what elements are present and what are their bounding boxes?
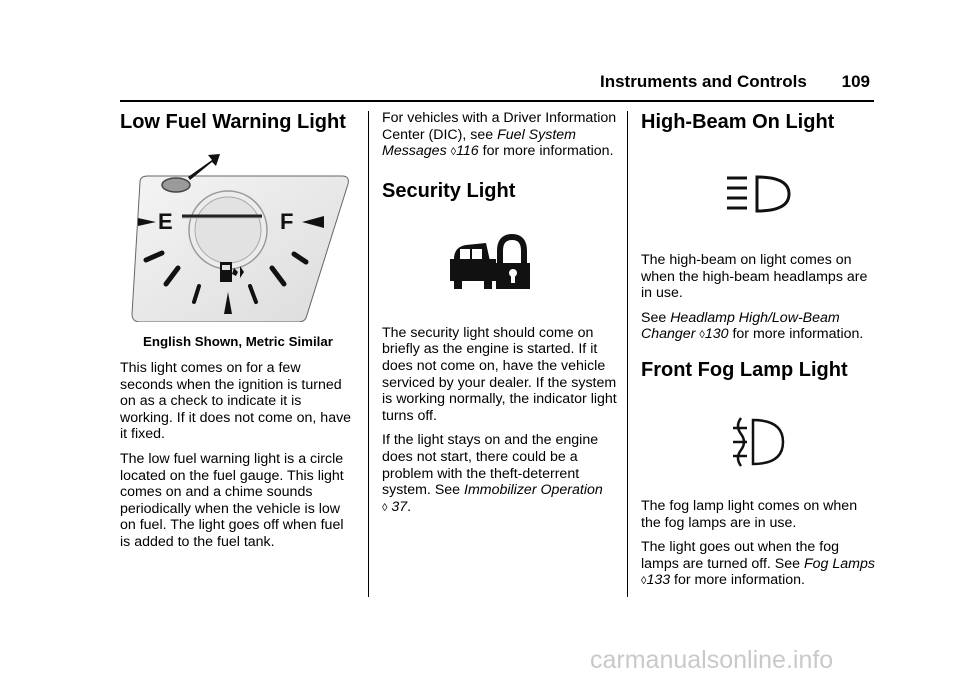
header-section-title: Instruments and Controls <box>600 72 807 91</box>
fog-paragraph-2 <box>641 539 877 590</box>
fuel-gauge-icon <box>126 152 350 322</box>
column-divider-2 <box>627 111 628 597</box>
security-paragraph-2 <box>382 432 618 516</box>
security-p2-text: If the light stays on and the engine does not start, there could be a problem with the theft-deterrent system. See <box>382 432 599 499</box>
page-ref-arrow-icon: ◊ <box>382 501 388 514</box>
figure-caption: English Shown, Metric Similar <box>143 334 333 349</box>
low-fuel-paragraph-1: This light comes on for a few seconds when the ignition is turned on as a check to indicate it is working. If it does not come on, have it fixed. <box>120 360 352 443</box>
column-high-beam-fog <box>641 110 877 598</box>
low-fuel-paragraph-2: The low fuel warning light is a circle located on the fuel gauge. This light comes on and a chime sounds periodically when the vehicle is low on fuel. The light goes off when fuel is added to the fuel tank. <box>120 450 344 550</box>
high-beam-title: High-Beam On Light <box>641 111 835 133</box>
watermark: carmanualsonline.info <box>590 646 834 674</box>
fog-lamp-icon <box>731 416 791 468</box>
high-beam-paragraph-2 <box>641 310 877 344</box>
fog-p2-text: The light goes out when the fog lamps are turned off. See <box>641 539 839 572</box>
hb-tail: for more information. <box>728 326 864 343</box>
gauge-letter-f: F <box>280 209 294 234</box>
security-light-title: Security Light <box>382 179 516 202</box>
fuel-system-messages-link[interactable]: Fuel System Messages <box>382 126 576 160</box>
fog-tail: for more information. <box>670 572 805 589</box>
front-fog-lamp-title: Front Fog Lamp Light <box>641 358 848 381</box>
gauge-letter-e: E <box>158 209 173 234</box>
security-p2-tail: . <box>407 498 412 515</box>
fog-lamps-page[interactable]: 133 <box>646 572 671 589</box>
headlamp-changer-link[interactable]: Headlamp High/Low-Beam Changer <box>641 309 840 343</box>
page-ref-arrow-icon: ◊ <box>450 146 457 159</box>
dic-paragraph <box>382 110 618 161</box>
fuel-system-messages-page[interactable]: 116 <box>456 143 479 160</box>
column-divider-1 <box>368 111 369 597</box>
page-ref-arrow-icon: ◊ <box>641 575 647 588</box>
immobilizer-page[interactable]: 37 <box>391 498 408 515</box>
dic-text: For vehicles with a Driver Information Center (DIC), see <box>382 110 617 143</box>
security-light-illustration <box>446 233 618 325</box>
high-beam-paragraph-1: The high-beam on light comes on when the high-beam headlamps are in use. <box>641 252 868 302</box>
page-number: 109 <box>841 72 870 91</box>
column-security <box>382 110 618 524</box>
low-fuel-indicator <box>162 178 190 192</box>
security-paragraph-1: The security light should come on briefly as the engine is started. If it does not come on, have the vehicle serviced by your dealer. If the system is working normally, the indicator light turns off. <box>382 324 617 424</box>
see-text: See <box>641 309 671 326</box>
fog-lamp-illustration <box>731 416 877 498</box>
high-beam-icon <box>727 174 797 214</box>
immobilizer-operation-link[interactable]: Immobilizer Operation <box>464 482 603 499</box>
header-rule <box>120 100 874 102</box>
fog-lamps-link[interactable]: Fog Lamps <box>804 555 875 572</box>
security-vehicle-lock-icon <box>446 233 536 293</box>
low-fuel-title: Low Fuel Warning Light <box>120 111 346 133</box>
headlamp-changer-page[interactable]: 130 <box>704 326 729 343</box>
fuel-gauge-illustration <box>126 152 356 322</box>
fog-paragraph-1: The fog lamp light comes on when the fog lamps are in use. <box>641 497 858 531</box>
high-beam-illustration <box>727 174 877 252</box>
column-low-fuel <box>120 110 356 559</box>
page-ref-arrow-icon: ◊ <box>699 329 705 342</box>
dic-tail: for more information. <box>478 143 614 160</box>
